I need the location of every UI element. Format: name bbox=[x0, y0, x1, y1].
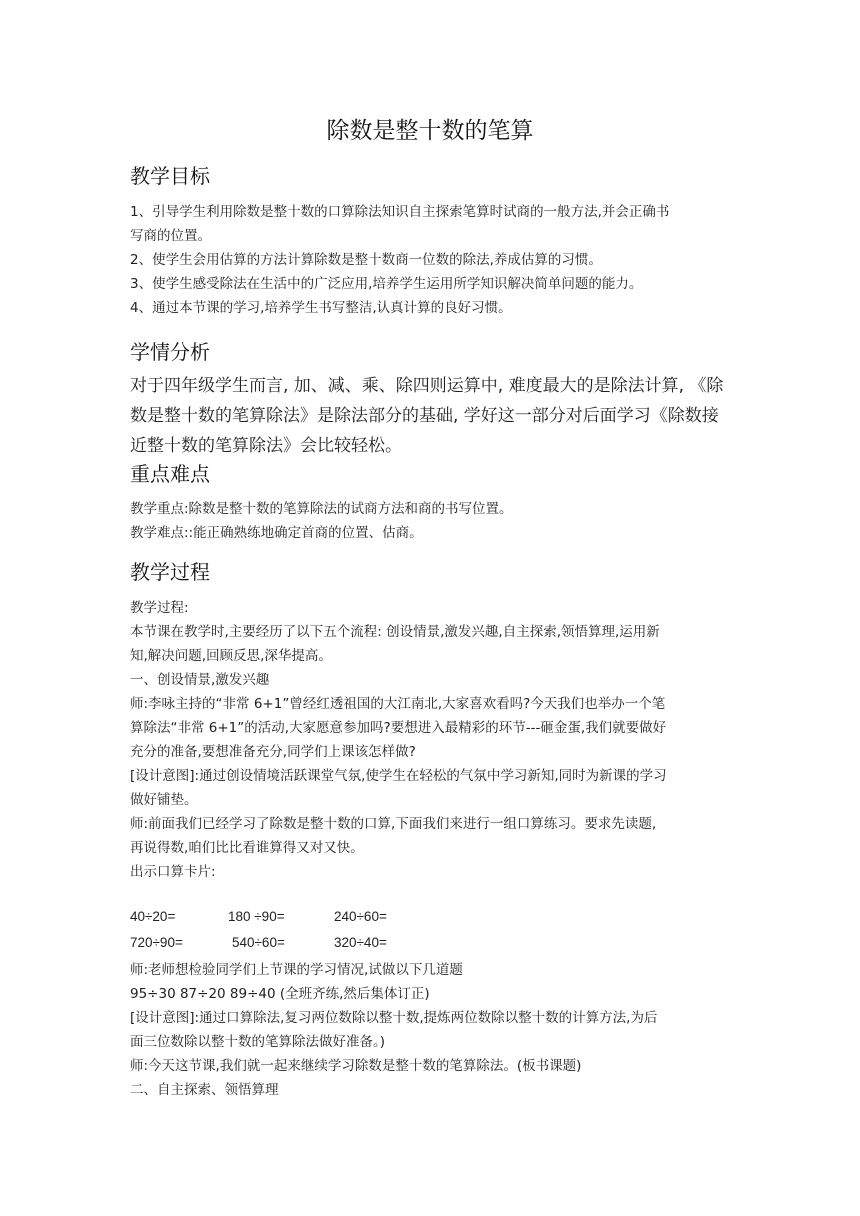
analysis-line: 近整十数的笔算除法》会比较轻松。 bbox=[130, 436, 402, 456]
calc-card: 180 ÷90= bbox=[228, 909, 285, 924]
goals-line: 3、使学生感受除法在生活中的广泛应用,培养学生运用所学知识解决简单问题的能力。 bbox=[130, 276, 643, 292]
calc-card: 720÷90= bbox=[130, 935, 183, 950]
process-line: 一、创设情景,激发兴趣 bbox=[130, 672, 270, 688]
process-line: 师:李咏主持的“非常 6+1”曾经红透祖国的大江南北,大家喜欢看吗?今天我们也举办一个笔 bbox=[130, 696, 666, 712]
process-line: 师:老师想检验同学们上节课的学习情况,试做以下几道题 bbox=[130, 962, 463, 978]
process-line: 充分的准备,要想准备充分,同学们上课该怎样做? bbox=[130, 744, 416, 760]
goals-line: 1、引导学生利用除数是整十数的口算除法知识自主探索笔算时试商的一般方法,并会正确书 bbox=[130, 204, 670, 220]
process-line: 做好铺垫。 bbox=[130, 792, 198, 808]
calc-card: 240÷60= bbox=[334, 909, 387, 924]
process-line: [设计意图]:通过口算除法,复习两位数除以整十数,提炼两位数除以整十数的计算方法,为后 bbox=[130, 1010, 658, 1026]
process-line: 算除法“非常 6+1”的活动,大家愿意参加吗?要想进入最精彩的环节---砸金蛋,我们就要做好 bbox=[130, 720, 667, 736]
keypoints-line: 教学难点::能正确熟练地确定首商的位置、估商。 bbox=[130, 525, 423, 541]
process-line: 95÷30 87÷20 89÷40 (全班齐练,然后集体订正) bbox=[130, 986, 430, 1002]
calc-card: 40÷20= bbox=[130, 909, 176, 924]
analysis-paragraph bbox=[130, 371, 740, 461]
process-line: 面三位数除以整十数的笔算除法做好准备。) bbox=[130, 1034, 386, 1050]
process-line: 知,解决问题,回顾反思,深华提高。 bbox=[130, 648, 332, 664]
process-line: [设计意图]:通过创设情境活跃课堂气氛,使学生在轻松的气氛中学习新知,同时为新课的学习 bbox=[130, 768, 667, 784]
goals-line: 2、使学生会用估算的方法计算除数是整十数商一位数的除法,养成估算的习惯。 bbox=[130, 252, 602, 268]
goals-line: 写商的位置。 bbox=[130, 228, 211, 244]
process-line: 师:今天这节课,我们就一起来继续学习除数是整十数的笔算除法。(板书课题) bbox=[130, 1058, 582, 1074]
process-line: 出示口算卡片: bbox=[130, 864, 216, 880]
calc-card: 540÷60= bbox=[232, 935, 285, 950]
keypoints-line: 教学重点:除数是整十数的笔算除法的试商方法和商的书写位置。 bbox=[130, 501, 513, 517]
process-line: 师:前面我们已经学习了除数是整十数的口算,下面我们来进行一组口算练习。要求先读题, bbox=[130, 816, 657, 832]
process-line: 教学过程: bbox=[130, 600, 189, 616]
goals-line: 4、通过本节课的学习,培养学生书写整洁,认真计算的良好习惯。 bbox=[130, 300, 512, 316]
goals-paragraph bbox=[130, 200, 730, 320]
keypoints-paragraph bbox=[130, 497, 730, 545]
process-line: 再说得数,咱们比比看谁算得又对又快。 bbox=[130, 840, 364, 856]
document-title: 除数是整十数的笔算 bbox=[326, 118, 534, 144]
calc-card: 320÷40= bbox=[334, 935, 387, 950]
analysis-line: 对于四年级学生而言, 加、减、乘、除四则运算中, 难度最大的是除法计算, 《除 bbox=[130, 376, 724, 396]
process-line: 本节课在教学时,主要经历了以下五个流程: 创设情景,激发兴趣,自主探索,领悟算理,运用新 bbox=[130, 624, 660, 640]
analysis-line: 数是整十数的笔算除法》是除法部分的基础, 学好这一部分对后面学习《除数接 bbox=[130, 406, 719, 426]
heading-process: 教学过程 bbox=[130, 560, 210, 584]
heading-keypoints: 重点难点 bbox=[130, 462, 210, 486]
process-paragraph-b bbox=[130, 958, 730, 1102]
heading-goals: 教学目标 bbox=[130, 164, 210, 188]
heading-analysis: 学情分析 bbox=[130, 340, 210, 364]
process-line: 二、自主探索、领悟算理 bbox=[130, 1082, 279, 1098]
process-paragraph-a bbox=[130, 596, 730, 884]
